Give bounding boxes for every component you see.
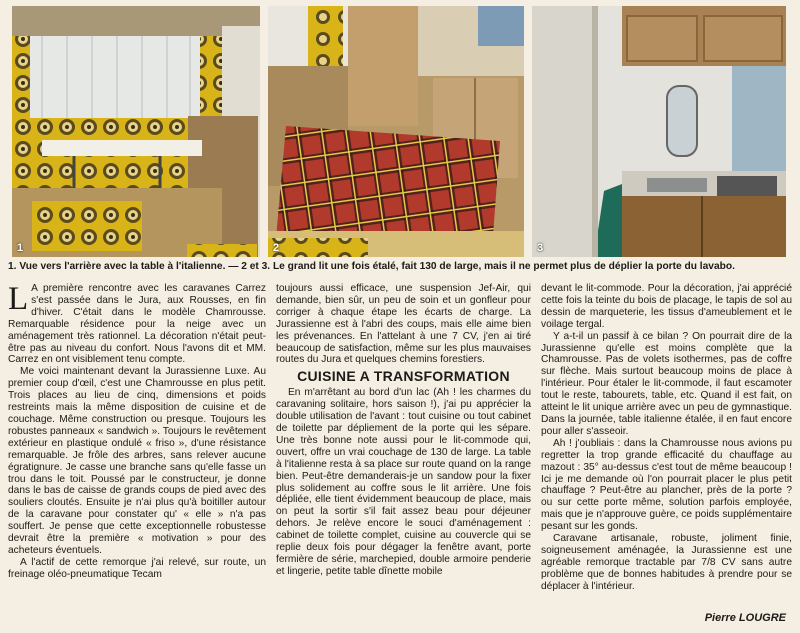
photo-number: 1 (17, 242, 24, 254)
paragraph: L A première rencontre avec les caravanes Carrez s'est passée dans le Jura, aux Rousses, en fin d'hiver. C'était dans le modèle Chamrousse. Remarquable résidence pour la neige avec un aménagement très rationnel. La décoration n'était peut-être pas au niveau du confort. Nous l'avons dit et MM. Carrez en ont visiblement tenu compte. (8, 281, 266, 366)
article-column-1 (8, 283, 266, 581)
photo-caption: 1. Vue vers l'arrière avec la table à l'italienne. — 2 et 3. Le grand lit une fois étalé, fait 130 de large, mais il ne permet plus de déplier la porte du lavabo. (8, 261, 735, 272)
article-column-2 (276, 283, 531, 578)
photo-number: 3 (537, 242, 544, 254)
article-column-3 (541, 283, 792, 593)
drop-cap: L (8, 281, 29, 317)
author-signature: Pierre LOUGRE (704, 612, 786, 624)
paragraph: toujours aussi efficace, une suspension Jef-Air, qui demande, bien sûr, un peu de soin et un gonfleur pour corriger à chaque étape les écarts de charge. La Jurassienne est à l'abri des coups, mais elle aime bien les prévenances. En l'attelant à une 7 CV, j'en ai tiré beaucoup de satisfaction, même sur les plus mauvaises routes du Jura et quelques chemins forestiers. (276, 283, 531, 366)
section-heading: CUISINE A TRANSFORMATION (297, 368, 510, 385)
paragraph: A l'actif de cette remorque j'ai relevé, sur route, un freinage oléo-pneumatique Tecam (8, 556, 266, 580)
paragraph: Me voici maintenant devant la Jurassienne Luxe. Au premier coup d'œil, c'est une Chamrousse en plus petit. Trois places au lieu de cinq, dimensions et poids restreints mais la même disposition de cuisine et de couchage. Même construction ou presque. Toujours les robustes panneaux « sandwich ». Toujours le revêtement extérieur en plastique ondulé « friso », d'une résistance remarquable. Je frôle des arbres, sans relever aucune égratignure. Je casse une branche sans qu'elle fasse un trou dans le toit. Poussé par le constructeur, je donne dans le bas de caisse de grands coups de pied avec des souliers cloutés. Ensuite je n'ai plus qu'à boitiller autour de la caravane pour constater qu' « elle » n'a pas souffert. Je pense que cette exceptionnelle robustesse devrait être la première « motivation » pour des acheteurs éventuels. (8, 366, 266, 556)
paragraph: Caravane artisanale, robuste, joliment finie, soigneusement aménagée, la Jurassienne est une agréable remorque tractable par 7/8 CV sans autre problème que de bonnes habitudes à prendre pour se déplacer à l'intérieur. (541, 533, 792, 592)
paragraph: Y a-t-il un passif à ce bilan ? On pourrait dire de la Jurassienne qu'elle est moins complète que la Chamrousse. Pas de volets isothermes, pas de coffre sur flèche. Mais surtout beaucoup moins de place à l'intérieur. Pour étaler le lit-commode, il faut escamoter tout le reste, tabourets, table, etc. Quand il est fait, on atteint le lit unique arrière avec un peu de gymnastique. Dans la journée, table italienne étalée, il en faut encore pour aller s'asseoir. (541, 330, 792, 437)
paragraph: devant le lit-commode. Pour la décoration, j'ai apprécié cette fois la teinte du bois de placage, le tapis de sol au dessin de marqueterie, les tissus d'ameublement et le voilage tergal. (541, 283, 792, 330)
paragraph: Ah ! j'oubliais : dans la Chamrousse nous avions pu regretter la trop grande efficacité du chauffage au mazout : 35° au-dessus c'est tout de même beaucoup ! Ici je me demande où l'on pourrait placer le plus petit chauffage ? Peut-être au plancher, près de la porte ? ou sur cette porte même, solution parfois employée, mais que je n'approuve guère, ce poids supplémentaire pesant sur les gonds. (541, 437, 792, 533)
photo-number: 2 (273, 242, 280, 254)
paragraph: En m'arrêtant au bord d'un lac (Ah ! les charmes du caravaning solitaire, hors saison !), j'ai pu apprécier la double utilisation de l'avant : tout cuisine ou tout cabinet de toilette par dépliement de la porte qui les sépare. Une très bonne note aussi pour le lit-commode qui, ouvert, offre un vrai couchage de 130 de large. La table à l'italienne resta à sa place sur route quand on la range bien. Peut-être demanderais-je un sandow pour la fixer plus solidement au coffre sous le lit arrière. Une fois dépliée, elle tient évidemment beaucoup de place, mais on peut la sortir s'il fait assez beau pour déjeuner dehors. Je relève encore le souci d'aménagement : cabinet de toilette complet, cuisine au couvercle qui se replie deux fois pour dégager la fenêtre avant, porte fermière de série, marchepied, double armoire penderie et lingerie, petite table dînette mobile (276, 387, 531, 577)
photo-kitchen-and-washroom-door (532, 6, 786, 257)
photo-large-bed-unfolded (268, 6, 524, 257)
photo-rear-with-italian-table (12, 6, 260, 257)
